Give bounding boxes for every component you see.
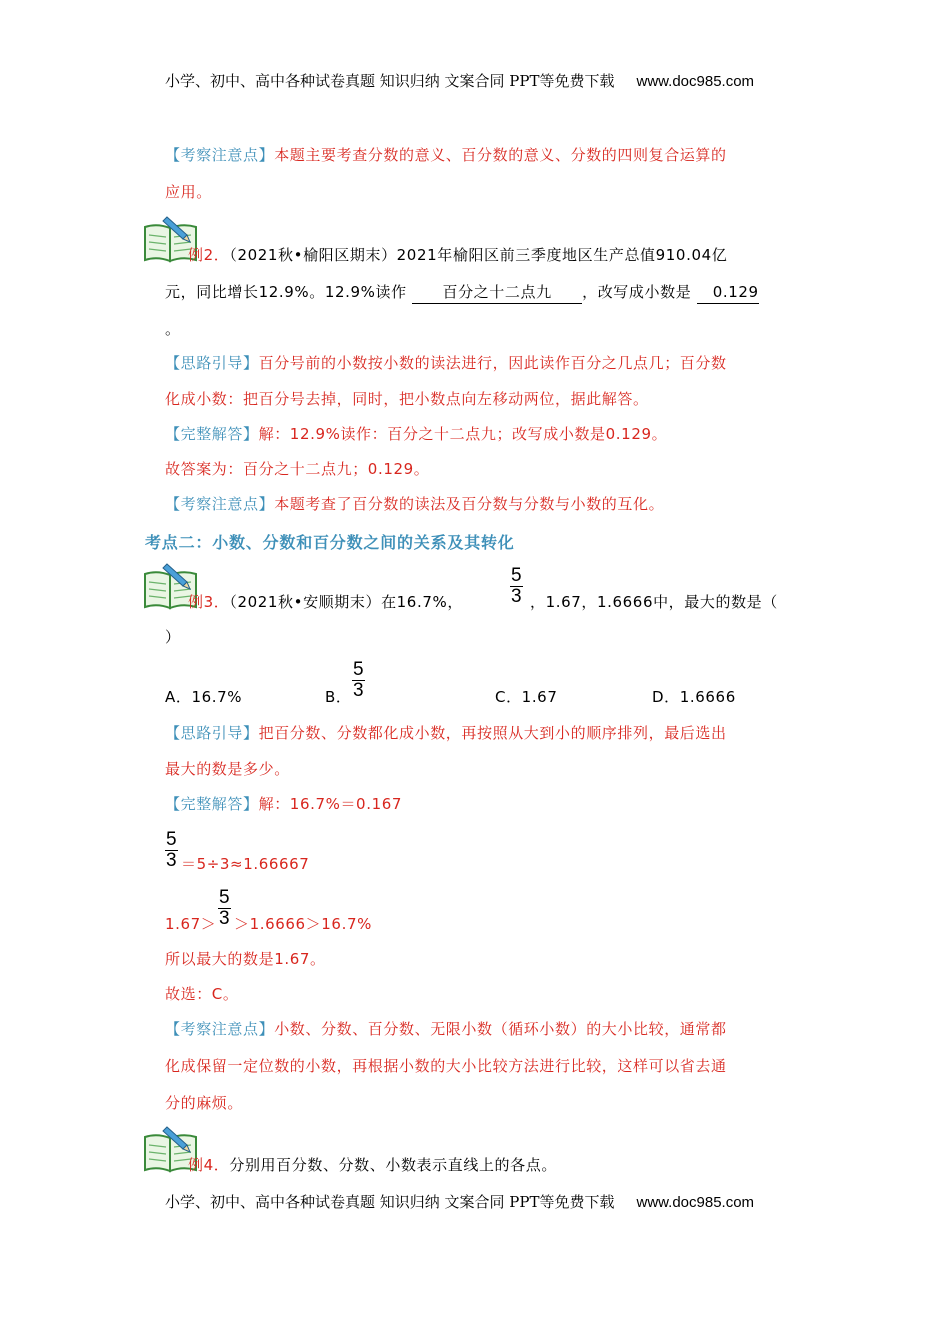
ex2-answer-1: 【完整解答】解：12.9%读作：百分之十二点九；改写成小数是0.129。	[165, 425, 668, 443]
option-d[interactable]: D．1.6666	[652, 688, 736, 706]
answer-fraction-2: $\frac{5}{3}$	[219, 887, 230, 929]
option-a[interactable]: A．16.7%	[165, 688, 243, 706]
ex2-label: 例2．	[188, 246, 230, 264]
ex2-answer-2: 故答案为：百分之十二点九；0.129。	[165, 460, 430, 478]
ex3-answer-5: 故选：C。	[165, 985, 239, 1003]
ex3-answer-2: ＝5÷3≈1.66667	[181, 855, 310, 873]
ex2-note: 【考察注意点】本题考查了百分数的读法及百分数与分数与小数的互化。	[165, 495, 665, 513]
ex3-note-1: 【考察注意点】小数、分数、百分数、无限小数（循环小数）的大小比较，通常都	[165, 1020, 727, 1038]
ex3-stem-line-1: 例3．（2021秋•安顺期末）在16.7%，	[188, 593, 463, 611]
footer-url[interactable]: www.doc985.com	[636, 1194, 755, 1211]
ex2-hint-1: 【思路引导】百分号前的小数按小数的读法进行，因此读作百分之几点几；百分数	[165, 354, 727, 372]
answer-fraction-1: $\frac{5}{3}$	[166, 829, 177, 871]
ex4-line: 例4．分别用百分数、分数、小数表示直线上的各点。	[188, 1156, 557, 1174]
option-b[interactable]: B．	[325, 688, 352, 706]
note-1-line-1: 【考察注意点】本题主要考查分数的意义、百分数的意义、分数的四则复合运算的	[165, 146, 727, 164]
ex3-stem-line-2: ）	[165, 628, 181, 646]
ex3-note-2: 化成保留一定位数的小数，再根据小数的大小比较方法进行比较，这样可以省去通	[165, 1057, 727, 1075]
footer-text: 小学、初中、高中各种试卷真题 知识归纳 文案合同 PPT等免费下载	[165, 1193, 615, 1211]
header-text: 小学、初中、高中各种试卷真题 知识归纳 文案合同 PPT等免费下载	[165, 72, 615, 90]
header-url[interactable]: www.doc985.com	[636, 73, 755, 90]
ex3-answer-3a: 1.67＞	[165, 915, 217, 933]
ex3-answer-1: 【完整解答】解：16.7%＝0.167	[165, 795, 403, 813]
ex2-line-3: 。	[165, 320, 181, 338]
ex3-hint-1: 【思路引导】把百分数、分数都化成小数，再按照从大到小的顺序排列，最后选出	[165, 724, 727, 742]
note-1-line-2: 应用。	[165, 183, 212, 201]
note-tag: 【考察注意点】	[165, 146, 275, 164]
ex3-answer-4: 所以最大的数是1.67。	[165, 950, 326, 968]
ex3-note-3: 分的麻烦。	[165, 1094, 244, 1112]
option-b-fraction: $\frac{5}{3}$	[353, 659, 364, 701]
fraction-five-thirds: $\frac{5}{3}$	[511, 565, 522, 607]
page-header	[165, 70, 754, 91]
section-2-title: 考点二：小数、分数和百分数之间的关系及其转化	[145, 533, 515, 552]
page-footer	[165, 1191, 754, 1212]
ex2-line-1: 例2．（2021秋•榆阳区期末）2021年榆阳区前三季度地区生产总值910.04亿	[188, 246, 728, 264]
option-c[interactable]: C．1.67	[495, 688, 558, 706]
ex2-blank-2: 0.129	[697, 281, 759, 304]
ex2-blank-1: 百分之十二点九	[412, 281, 582, 304]
ex3-hint-2: 最大的数是多少。	[165, 760, 290, 778]
ex2-line-2: 元，同比增长12.9%。12.9%读作 百分之十二点九 ，改写成小数是 0.129	[165, 274, 759, 311]
ex2-hint-2: 化成小数：把百分号去掉，同时，把小数点向左移动两位，据此解答。	[165, 390, 649, 408]
ex3-stem-line-1b: ，1.67，1.6666中，最大的数是（	[530, 593, 778, 611]
ex3-answer-3b: ＞1.6666＞16.7%	[234, 915, 372, 933]
